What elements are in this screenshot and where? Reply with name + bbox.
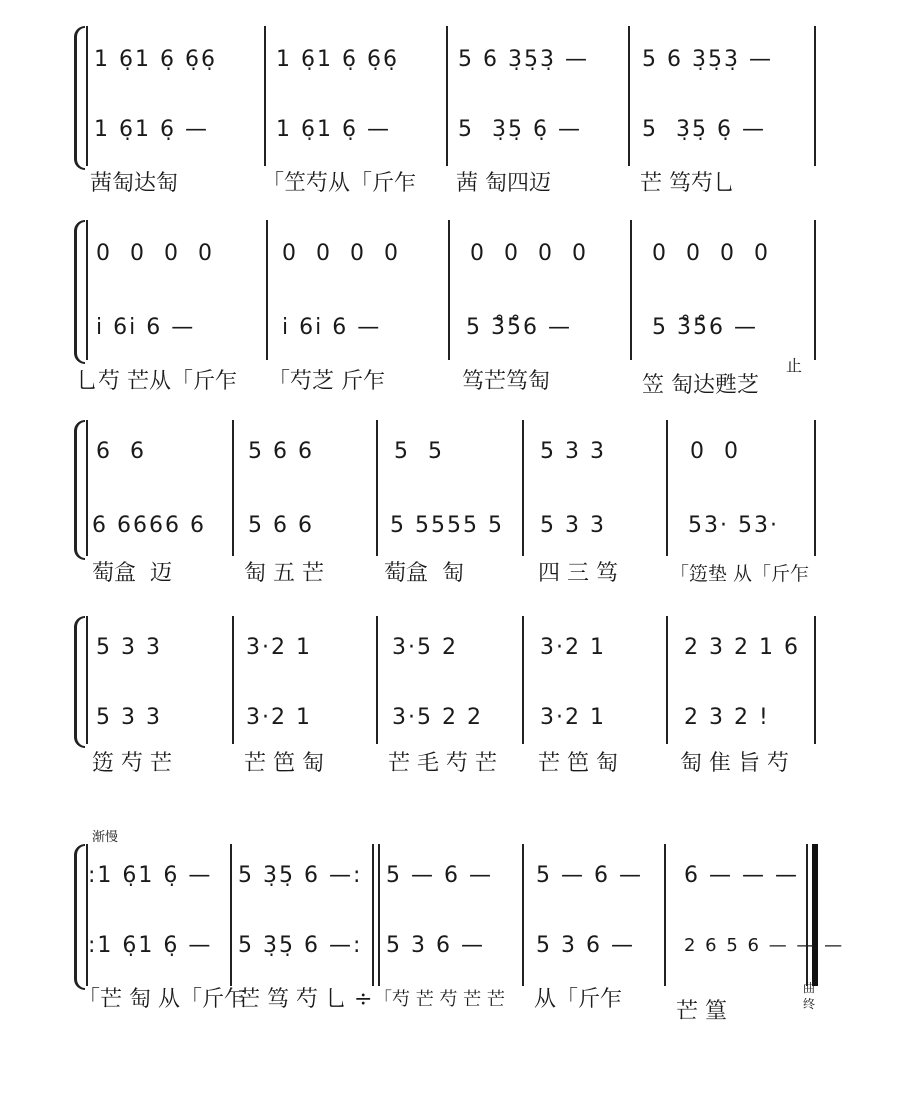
system-1 — [0, 20, 921, 200]
upper-measure: 5 6 3̣5̣3̣ — — [458, 47, 589, 72]
lower-measure: 2 6 5 6 — — — — [684, 935, 845, 956]
lyric: 芒 笃芍乚 — [640, 171, 735, 196]
barline — [814, 26, 816, 166]
upper-measure: 3·5 2 — [392, 635, 458, 660]
upper-measure: 0 0 — [690, 439, 740, 464]
barline — [664, 844, 666, 986]
barline — [522, 420, 524, 556]
barline — [372, 844, 374, 986]
end-mark: 曲终 — [802, 981, 815, 1011]
upper-measure: :1 6̣1 6̣ — — [88, 863, 213, 888]
lyric: 乚芍 芒从「斤乍 — [76, 369, 237, 394]
barline — [806, 844, 808, 986]
lower-measure: 53· 53· — [688, 513, 779, 538]
barline — [814, 220, 816, 360]
barline — [666, 420, 668, 556]
system-4 — [0, 610, 921, 810]
system-brace — [74, 616, 85, 748]
upper-measure: 5 — 6 — — [386, 863, 493, 888]
lower-measure: 3·5 2 2 — [392, 705, 483, 730]
barline — [630, 220, 632, 360]
lyric: 笠 匋达甦芝 — [642, 373, 759, 398]
lower-measure: 1 6̣1 6̣ — — [94, 117, 209, 142]
lyric: 笃芒笃匋 — [462, 369, 551, 394]
barline — [814, 420, 816, 556]
lower-measure: 5 3 3 — [540, 513, 606, 538]
lower-measure: 5 3̣5̣ 6̣ — — [458, 117, 582, 142]
upper-measure: 0 0 0 0 — [652, 241, 770, 266]
barline — [86, 26, 88, 166]
upper-measure: 6 — — — — [684, 863, 799, 888]
lower-measure: 5 6 6 — [248, 513, 314, 538]
upper-measure: 1 6̣1 6̣ 6̣6̣ — [276, 47, 399, 72]
barline — [666, 616, 668, 744]
lyric: 「笁芍从「斤乍 — [262, 171, 417, 196]
barline — [86, 420, 88, 556]
system-brace — [74, 844, 85, 990]
lyric: 「芍芝 斤乍 — [268, 369, 385, 394]
final-barline — [812, 844, 818, 986]
barline — [232, 420, 234, 556]
lower-measure: 2 3 2 ! — [684, 705, 770, 730]
system-2 — [0, 212, 921, 412]
lower-measure: 5 5555 5 — [390, 513, 504, 538]
lyric: 笾 芍 芒 — [92, 751, 172, 776]
barline — [230, 844, 232, 986]
barline — [522, 616, 524, 744]
lower-measure: 5 3 6 — — [536, 933, 635, 958]
barline — [266, 220, 268, 360]
system-brace — [74, 420, 85, 560]
system-3 — [0, 414, 921, 604]
lower-measure: 5 3 6 — — [386, 933, 485, 958]
lyric: 萄盒 匋 — [384, 561, 464, 586]
upper-measure: 5 6 6 — [248, 439, 314, 464]
lower-measure: i 6i 6 — — [96, 315, 196, 340]
barline — [446, 26, 448, 166]
lyric: 萄盒 迈 — [92, 561, 172, 586]
barline — [522, 844, 524, 986]
lyric: 芒 毛 芍 芒 — [388, 751, 497, 776]
upper-measure: 3·2 1 — [540, 635, 606, 660]
lyric: 「芍 芒 芍 芒 芒 — [374, 989, 505, 1010]
side-mark: 止 — [786, 356, 803, 375]
upper-measure: 2 3 2 1 6 — [684, 635, 800, 660]
barline — [448, 220, 450, 360]
upper-measure: 5 — 6 — — [536, 863, 643, 888]
upper-measure: 3·2 1 — [246, 635, 312, 660]
lyric: 「芒 匋 从「斤乍 — [78, 987, 246, 1012]
barline — [264, 26, 266, 166]
lyric: 芒 笃 芍 乚 ÷ — [238, 987, 373, 1012]
lower-measure: 5 3̣5̣ 6̣ — — [642, 117, 766, 142]
lyric: 芒 笆 匋 — [244, 751, 324, 776]
barline — [376, 420, 378, 556]
barline — [378, 844, 380, 986]
lyric: 茜 匋四迈 — [456, 171, 551, 196]
lyric: 芒 篁 — [676, 999, 727, 1024]
lower-measure: i 6i 6 — — [282, 315, 382, 340]
lower-measure: 3·2 1 — [540, 705, 606, 730]
barline — [86, 616, 88, 744]
lower-measure: 5 3 3 — [96, 705, 162, 730]
lower-measure: 5 3̊5̊6 — — [652, 315, 758, 340]
barline — [376, 616, 378, 744]
tempo-mark: 渐慢 — [92, 830, 119, 845]
lower-measure: 5 3̣5̣ 6 —: — [238, 933, 363, 958]
lower-measure: 5 3̊5̊6 — — [466, 315, 572, 340]
lyric: 四 三 笃 — [538, 561, 618, 586]
upper-measure: 5 3 3 — [540, 439, 606, 464]
lyric: 「笾垫 从「斤乍 — [670, 563, 810, 585]
barline — [232, 616, 234, 744]
barline — [814, 616, 816, 744]
upper-measure: 6 6 — [96, 439, 146, 464]
lyric: 芒 笆 匋 — [538, 751, 618, 776]
upper-measure: 0 0 0 0 — [282, 241, 400, 266]
lyric: 匋 隹 旨 芍 — [680, 751, 789, 776]
upper-measure: 0 0 0 0 — [470, 241, 588, 266]
lower-measure: 1 6̣1 6̣ — — [276, 117, 391, 142]
lower-measure: 3·2 1 — [246, 705, 312, 730]
lyric: 茜匋达匋 — [90, 171, 179, 196]
upper-measure: 5 6 3̣5̣3̣ — — [642, 47, 773, 72]
lower-measure: :1 6̣1 6̣ — — [88, 933, 213, 958]
upper-measure: 0 0 0 0 — [96, 241, 214, 266]
lower-measure: 6 6666 6 — [92, 513, 206, 538]
lyric: 匋 五 芒 — [244, 561, 324, 586]
barline — [628, 26, 630, 166]
system-brace — [74, 26, 85, 170]
system-brace — [74, 220, 85, 364]
upper-measure: 5 5 — [394, 439, 444, 464]
barline — [86, 220, 88, 360]
upper-measure: 1 6̣1 6̣ 6̣6̣ — [94, 47, 217, 72]
upper-measure: 5 3̣5̣ 6 —: — [238, 863, 363, 888]
lyric: 从「斤乍 — [534, 987, 623, 1012]
upper-measure: 5 3 3 — [96, 635, 162, 660]
system-5 — [0, 826, 921, 1056]
